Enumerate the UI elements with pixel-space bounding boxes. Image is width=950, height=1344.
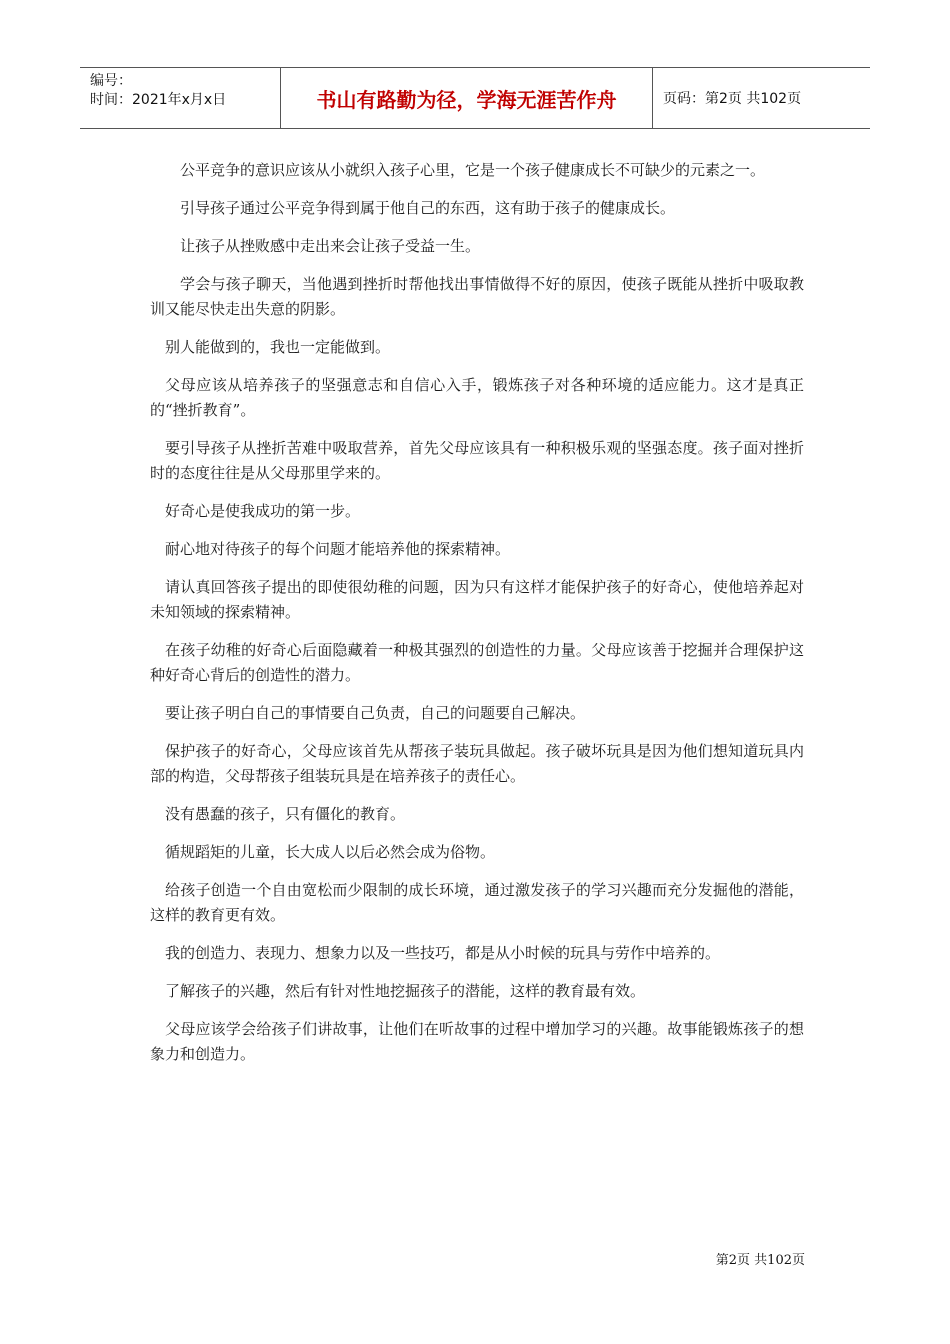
paragraph: 我的创造力、表现力、想象力以及一些技巧，都是从小时候的玩具与劳作中培养的。 [165,944,721,962]
page-header [80,67,870,129]
paragraph: 耐心地对待孩子的每个问题才能培养他的探索精神。 [165,540,511,558]
paragraph: 引导孩子通过公平竞争得到属于他自己的东西，这有助于孩子的健康成长。 [180,199,676,217]
paragraph: 父母应该学会给孩子们讲故事，让他们在听故事的过程中增加学习的兴趣。故事能锻炼孩子的想象力和创造力。 [150,1020,804,1063]
header-meta [80,68,281,128]
paragraph: 父母应该从培养孩子的坚强意志和自信心入手，锻炼孩子对各种环境的适应能力。这才是真正的“挫折教育”。 [150,376,804,419]
header-motto: 书山有路勤为径，学海无涯苦作舟 [281,68,653,128]
paragraph: 了解孩子的兴趣，然后有针对性地挖掘孩子的潜能，这样的教育最有效。 [165,982,646,1000]
date-label: 时间：2021年x月x日 [90,92,227,108]
paragraph: 公平竞争的意识应该从小就织入孩子心里，它是一个孩子健康成长不可缺少的元素之一。 [180,161,766,179]
paragraph: 好奇心是使我成功的第一步。 [165,502,361,520]
paragraph: 在孩子幼稚的好奇心后面隐藏着一种极其强烈的创造性的力量。父母应该善于挖掘并合理保护这种好奇心背后的创造性的潜力。 [150,641,804,684]
footer-page-number: 第2页 共102页 [715,1253,805,1268]
paragraph: 要让孩子明白自己的事情要自己负责，自己的问题要自己解决。 [165,704,586,722]
paragraph: 让孩子从挫败感中走出来会让孩子受益一生。 [180,237,481,255]
header-page-info: 页码：第2页 共102页 [663,91,802,107]
serial-number-label: 编号： [90,73,132,89]
paragraph: 循规蹈矩的儿童，长大成人以后必然会成为俗物。 [165,843,496,861]
paragraph: 要引导孩子从挫折苦难中吸取营养，首先父母应该具有一种积极乐观的坚强态度。孩子面对挫折时的态度往往是从父母那里学来的。 [150,439,804,482]
paragraph: 学会与孩子聊天，当他遇到挫折时帮他找出事情做得不好的原因，使孩子既能从挫折中吸取教训又能尽快走出失意的阴影。 [150,275,804,318]
paragraph: 给孩子创造一个自由宽松而少限制的成长环境，通过激发孩子的学习兴趣而充分发掘他的潜能，这样的教育更有效。 [150,881,804,924]
document-body [150,158,804,1080]
paragraph: 别人能做到的，我也一定能做到。 [165,338,391,356]
paragraph: 没有愚蠢的孩子，只有僵化的教育。 [165,805,406,823]
paragraph: 保护孩子的好奇心，父母应该首先从帮孩子装玩具做起。孩子破坏玩具是因为他们想知道玩具内部的构造，父母帮孩子组装玩具是在培养孩子的责任心。 [150,742,804,785]
paragraph: 请认真回答孩子提出的即使很幼稚的问题，因为只有这样才能保护孩子的好奇心，使他培养起对未知领域的探索精神。 [150,578,804,621]
